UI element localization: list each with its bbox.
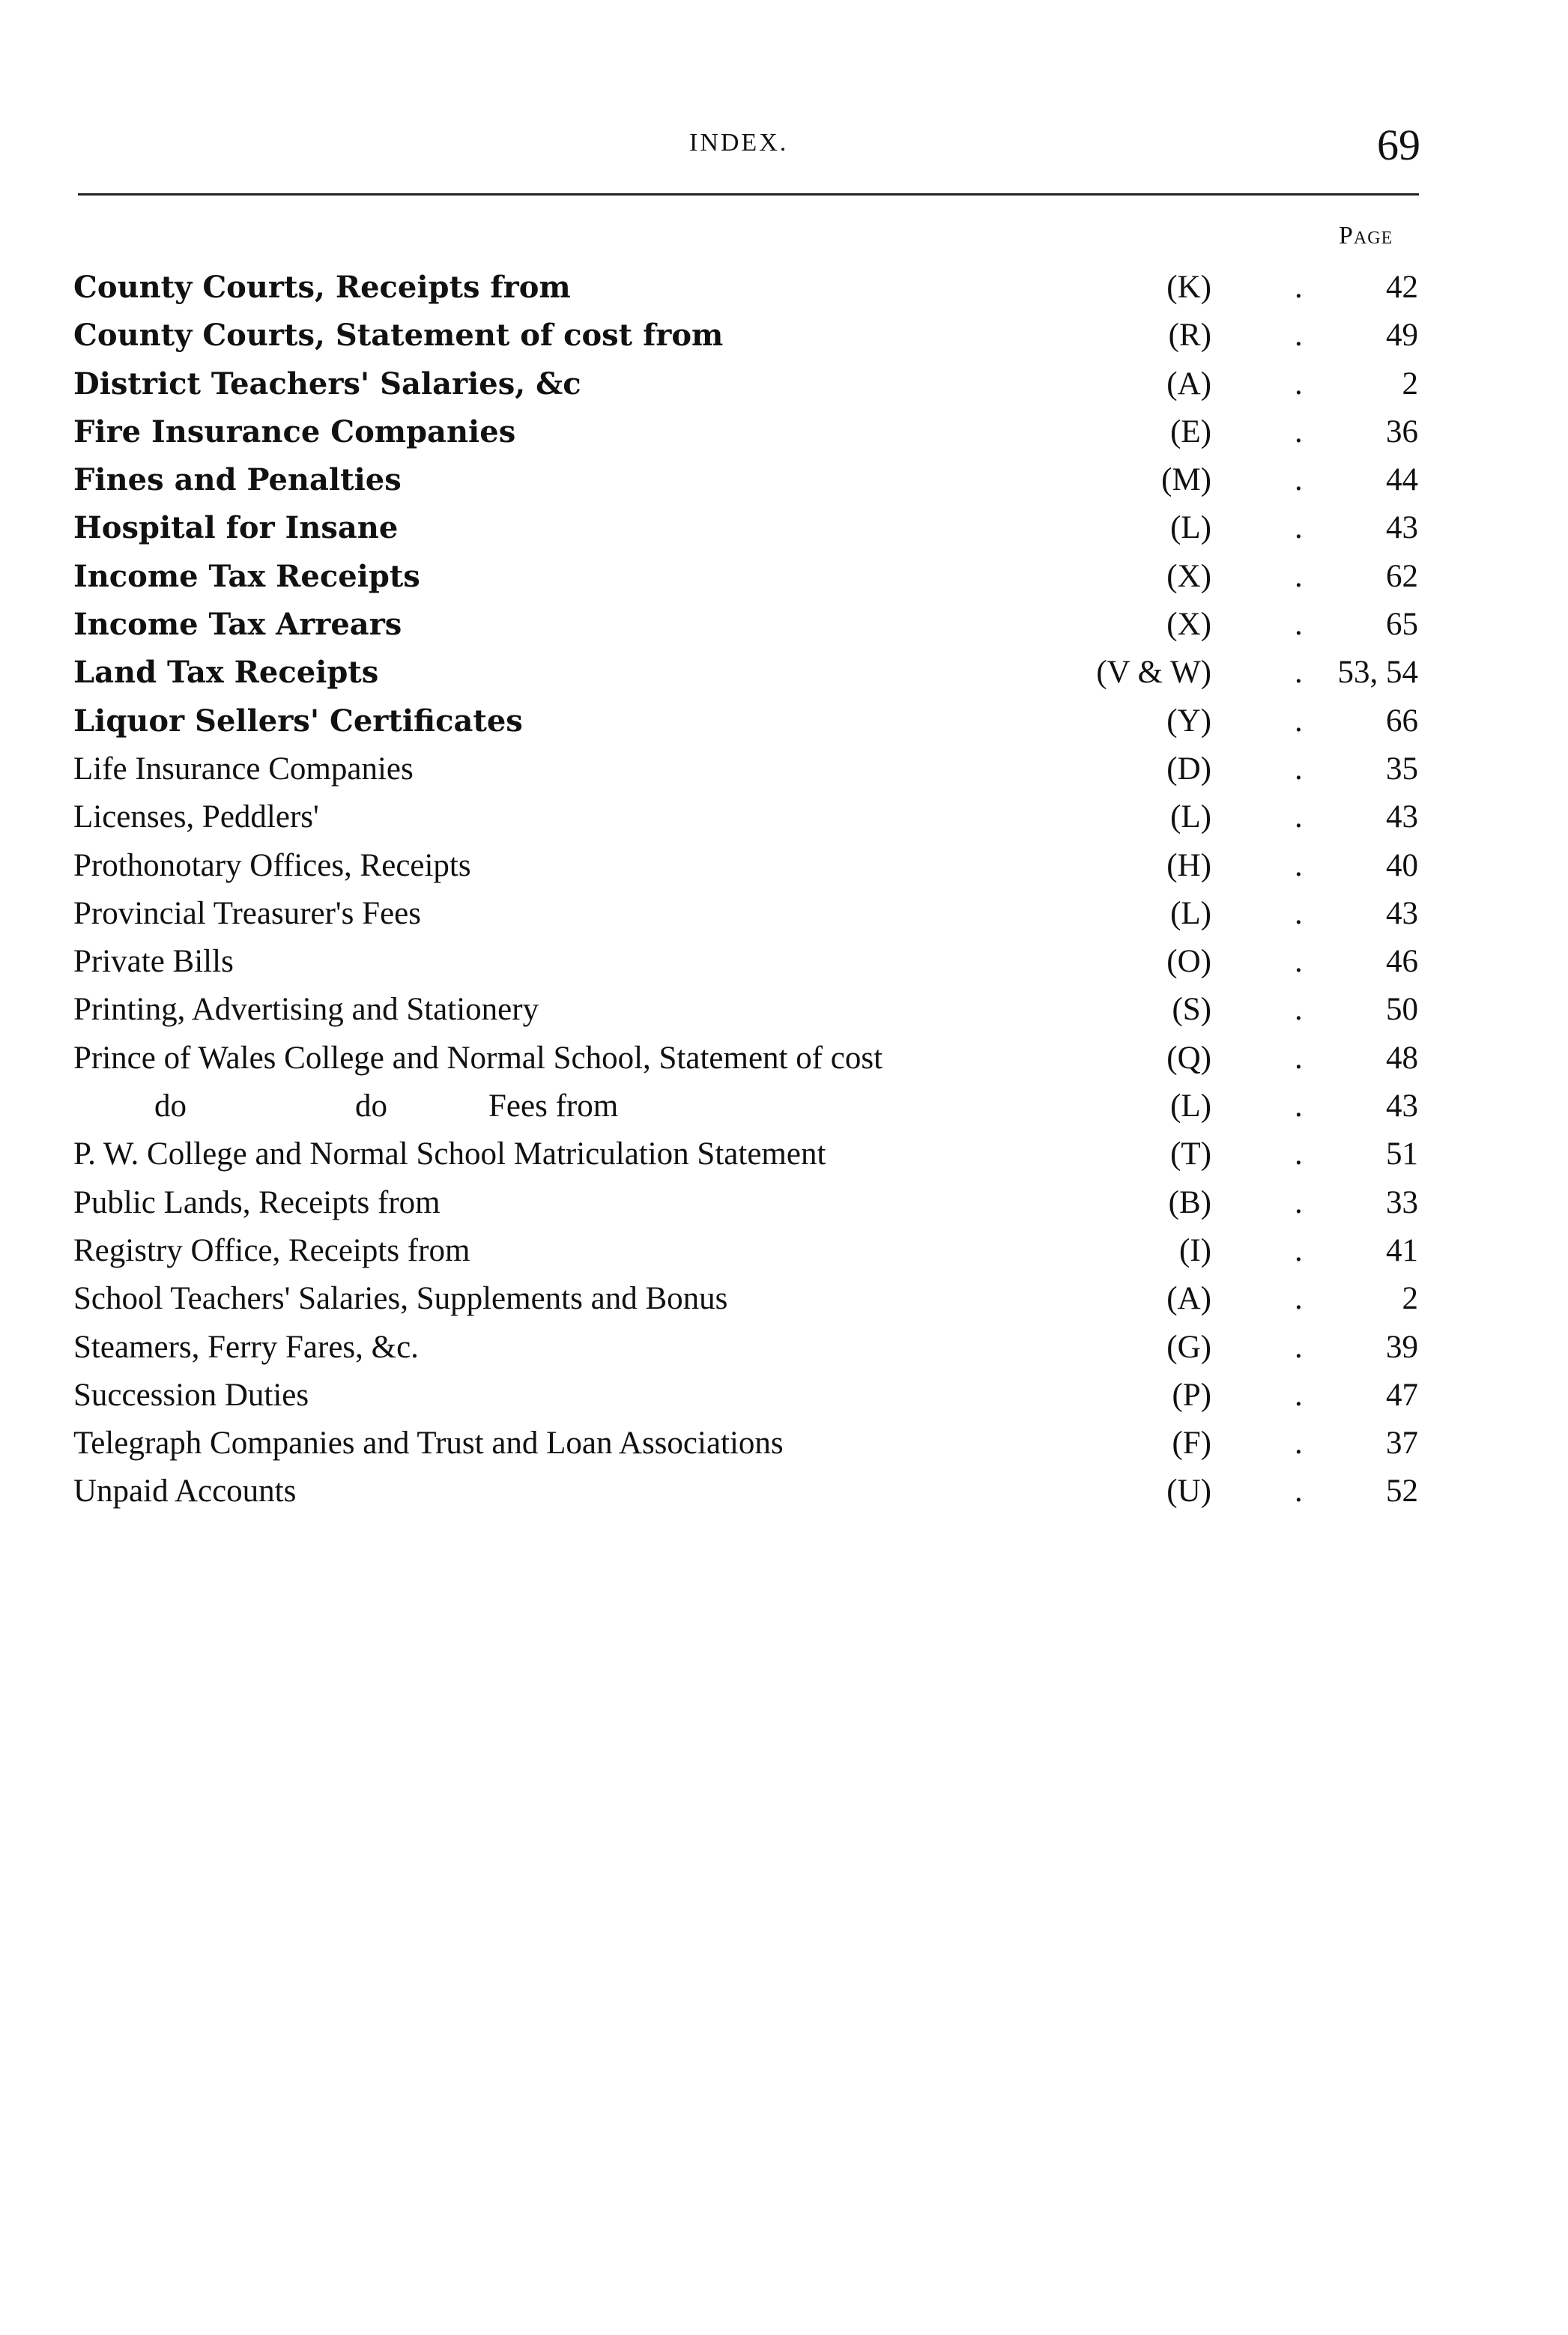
entry-label: Unpaid Accounts <box>73 1474 297 1509</box>
index-entry <box>0 456 1568 504</box>
entry-schedule-code: (K) <box>1166 270 1211 305</box>
entry-page-number: 47 <box>1386 1377 1418 1413</box>
entry-schedule-code: (P) <box>1172 1377 1211 1413</box>
entry-schedule-code: (D) <box>1166 751 1211 787</box>
index-entry <box>0 842 1568 890</box>
page-number: 69 <box>1377 121 1420 169</box>
entry-schedule-code: (B) <box>1168 1184 1211 1220</box>
entry-page-number: 43 <box>1386 895 1418 931</box>
entry-label: Telegraph Companies and Trust and Loan Associations <box>73 1426 784 1462</box>
entry-label: P. W. College and Normal School Matriculation Statement <box>73 1136 826 1172</box>
entry-label: County Courts, Receipts from <box>73 270 571 305</box>
entry-label: Public Lands, Receipts from <box>73 1184 441 1220</box>
entry-page-number: 49 <box>1386 318 1418 354</box>
leader-dot: . <box>1295 1136 1303 1172</box>
entry-page-number: 62 <box>1386 558 1418 594</box>
index-entry <box>0 986 1568 1034</box>
index-entry <box>0 601 1568 649</box>
leader-dot: . <box>1295 318 1303 354</box>
leader-dot: . <box>1295 510 1303 546</box>
entry-page-number: 46 <box>1386 944 1418 980</box>
entry-label: School Teachers' Salaries, Supplements and Bonus <box>73 1281 728 1317</box>
entry-page-number: 41 <box>1386 1232 1418 1268</box>
entry-label-suffix: Fees from <box>488 1088 619 1124</box>
page-column-label: Page <box>1339 222 1393 249</box>
entry-schedule-code: (Q) <box>1166 1040 1211 1076</box>
index-entry <box>0 1082 1568 1130</box>
entry-page-number: 52 <box>1386 1474 1418 1509</box>
leader-dot: . <box>1295 462 1303 498</box>
entry-schedule-code: (F) <box>1172 1426 1211 1462</box>
leader-dot: . <box>1295 751 1303 787</box>
leader-dot: . <box>1295 1329 1303 1365</box>
entry-schedule-code: (L) <box>1170 895 1211 931</box>
entry-label: Income Tax Receipts <box>73 558 420 594</box>
leader-dot: . <box>1295 703 1303 739</box>
leader-dot: . <box>1295 1377 1303 1413</box>
entry-page-number: 50 <box>1386 992 1418 1028</box>
leader-dot: . <box>1295 799 1303 835</box>
entry-page-number: 40 <box>1386 847 1418 883</box>
leader-dot: . <box>1295 655 1303 691</box>
index-entry <box>0 504 1568 552</box>
entry-page-number: 43 <box>1386 1088 1418 1124</box>
entry-schedule-code: (U) <box>1166 1474 1211 1509</box>
entry-schedule-code: (G) <box>1166 1329 1211 1365</box>
leader-dot: . <box>1295 1040 1303 1076</box>
entry-schedule-code: (X) <box>1166 558 1211 594</box>
entry-label: District Teachers' Salaries, &c <box>73 366 581 402</box>
entry-page-number: 2 <box>1402 366 1418 402</box>
entry-schedule-code: (A) <box>1166 1281 1211 1317</box>
leader-dot: . <box>1295 558 1303 594</box>
entry-label: Succession Duties <box>73 1377 309 1413</box>
running-title: INDEX. <box>689 129 789 157</box>
entry-schedule-code: (L) <box>1170 1088 1211 1124</box>
entry-page-number: 35 <box>1386 751 1418 787</box>
leader-dot: . <box>1295 1088 1303 1124</box>
entry-label: Private Bills <box>73 944 234 980</box>
leader-dot: . <box>1295 1281 1303 1317</box>
index-list <box>0 264 1568 1516</box>
index-entry <box>0 360 1568 408</box>
entry-label: Income Tax Arrears <box>73 607 402 643</box>
index-entry <box>0 264 1568 312</box>
entry-label: Prothonotary Offices, Receipts <box>73 847 471 883</box>
index-entry <box>0 649 1568 697</box>
entry-page-number: 43 <box>1386 510 1418 546</box>
leader-dot: . <box>1295 1474 1303 1509</box>
leader-dot: . <box>1295 847 1303 883</box>
entry-label: Liquor Sellers' Certificates <box>73 703 523 739</box>
entry-schedule-code: (E) <box>1170 414 1211 449</box>
entry-label: Provincial Treasurer's Fees <box>73 895 421 931</box>
entry-schedule-code: (I) <box>1179 1232 1211 1268</box>
entry-schedule-code: (O) <box>1166 944 1211 980</box>
entry-label: Fines and Penalties <box>73 462 402 498</box>
index-entry <box>0 697 1568 745</box>
entry-label: Hospital for Insane <box>73 510 399 546</box>
index-entry <box>0 938 1568 986</box>
leader-dot: . <box>1295 366 1303 402</box>
entry-schedule-code: (V & W) <box>1096 655 1211 691</box>
index-entry <box>0 1372 1568 1420</box>
leader-dot: . <box>1295 414 1303 449</box>
entry-schedule-code: (L) <box>1170 510 1211 546</box>
entry-label: Steamers, Ferry Fares, &c. <box>73 1329 419 1365</box>
entry-schedule-code: (L) <box>1170 799 1211 835</box>
entry-page-number: 43 <box>1386 799 1418 835</box>
index-entry <box>0 793 1568 841</box>
entry-schedule-code: (H) <box>1166 847 1211 883</box>
index-entry <box>0 408 1568 456</box>
index-entry <box>0 1324 1568 1372</box>
leader-dot: . <box>1295 992 1303 1028</box>
index-entry <box>0 1035 1568 1082</box>
entry-page-number: 51 <box>1386 1136 1418 1172</box>
entry-page-number: 44 <box>1386 462 1418 498</box>
header-rule <box>78 193 1419 196</box>
entry-page-number: 39 <box>1386 1329 1418 1365</box>
entry-page-number: 66 <box>1386 703 1418 739</box>
entry-schedule-code: (M) <box>1161 462 1211 498</box>
entry-schedule-code: (S) <box>1172 992 1211 1028</box>
index-entry <box>0 890 1568 938</box>
entry-schedule-code: (A) <box>1166 366 1211 402</box>
leader-dot: . <box>1295 607 1303 643</box>
entry-label: Printing, Advertising and Stationery <box>73 992 539 1028</box>
leader-dot: . <box>1295 895 1303 931</box>
entry-page-number: 37 <box>1386 1426 1418 1462</box>
entry-schedule-code: (T) <box>1170 1136 1211 1172</box>
entry-page-number: 48 <box>1386 1040 1418 1076</box>
entry-label: Life Insurance Companies <box>73 751 414 787</box>
index-entry <box>0 1468 1568 1515</box>
entry-page-number: 36 <box>1386 414 1418 449</box>
entry-page-number: 53, 54 <box>1337 655 1418 691</box>
index-entry <box>0 312 1568 360</box>
index-entry <box>0 1130 1568 1178</box>
entry-page-number: 65 <box>1386 607 1418 643</box>
entry-page-number: 2 <box>1402 1281 1418 1317</box>
entry-label: Fire Insurance Companies <box>73 414 516 449</box>
entry-schedule-code: (R) <box>1168 318 1211 354</box>
entry-label: Registry Office, Receipts from <box>73 1232 470 1268</box>
leader-dot: . <box>1295 1426 1303 1462</box>
leader-dot: . <box>1295 944 1303 980</box>
leader-dot: . <box>1295 1184 1303 1220</box>
index-entry <box>0 745 1568 793</box>
entry-label: do <box>154 1088 187 1124</box>
entry-label: County Courts, Statement of cost from <box>73 318 724 354</box>
entry-label: Licenses, Peddlers' <box>73 799 319 835</box>
index-entry <box>0 1275 1568 1323</box>
leader-dot: . <box>1295 270 1303 305</box>
leader-dot: . <box>1295 1232 1303 1268</box>
entry-label: Land Tax Receipts <box>73 655 379 691</box>
entry-label-ditto: do <box>355 1088 387 1124</box>
entry-page-number: 33 <box>1386 1184 1418 1220</box>
index-entry <box>0 1227 1568 1275</box>
index-entry <box>0 553 1568 601</box>
index-entry <box>0 1420 1568 1468</box>
entry-schedule-code: (Y) <box>1166 703 1211 739</box>
entry-label: Prince of Wales College and Normal School, Statement of cost <box>73 1040 883 1076</box>
entry-schedule-code: (X) <box>1166 607 1211 643</box>
index-entry <box>0 1179 1568 1227</box>
entry-page-number: 42 <box>1386 270 1418 305</box>
